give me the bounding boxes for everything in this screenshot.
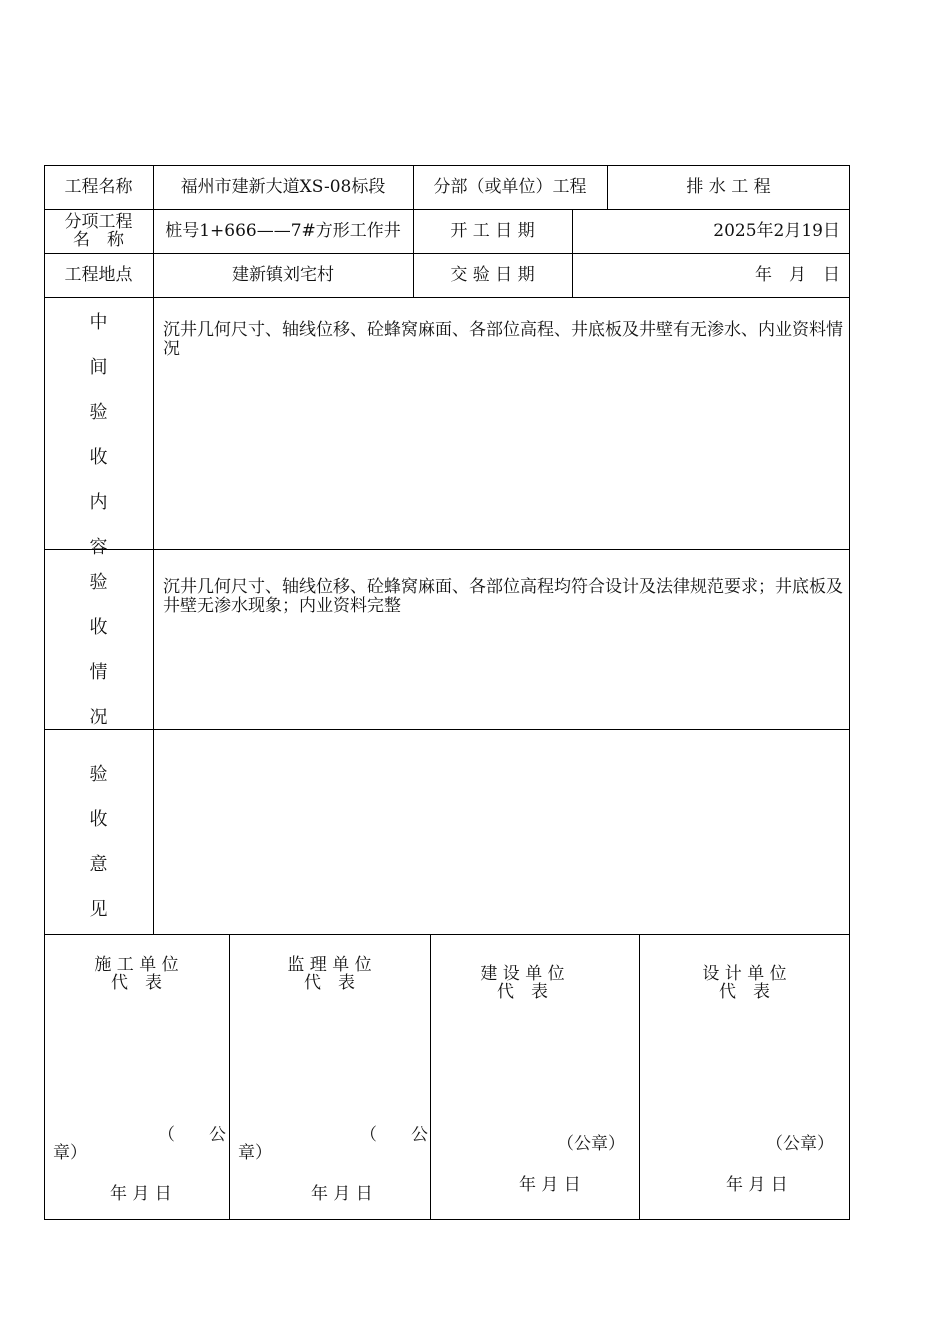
location-value: 建新镇刘宅村 [232,265,334,285]
label-char: 收 [89,809,108,830]
owner-unit-title [430,965,615,1001]
subitem-label-line2: 名 称 [73,230,124,250]
supervision-seal-part2: 章） [238,1143,272,1163]
owner-unit-line1: 建 设 单 位 [480,964,565,984]
start-date-label: 开 工 日 期 [450,221,535,241]
inspection-opinion-label [44,760,153,921]
label-char: 内 [89,492,108,513]
inspection-result-label [44,568,153,729]
label-char: 间 [89,357,108,378]
supervision-seal-part1: （ 公 [360,1125,428,1145]
division-label: 分部（或单位）工程 [433,177,587,197]
supervision-unit-line2: 代 表 [304,973,355,993]
label-char: 情 [89,662,108,683]
supervision-date: 年 月 日 [311,1184,373,1204]
construction-date: 年 月 日 [110,1184,172,1204]
owner-seal: （公章） [557,1134,625,1154]
inspection-opinion-text[interactable] [163,745,843,915]
project-name-label: 工程名称 [64,177,133,197]
project-name-value: 福州市建新大道XS-08标段 [180,177,386,197]
location-label: 工程地点 [64,265,133,285]
label-char: 见 [89,899,108,920]
supervision-unit-title [229,956,430,992]
owner-date: 年 月 日 [519,1175,581,1195]
label-char: 收 [89,617,108,638]
supervision-unit-line1: 监 理 单 位 [287,955,372,975]
inspection-content-text: 沉井几何尺寸、轴线位移、砼蜂窝麻面、各部位高程、井底板及井壁有无渗水、内业资料情况 [163,320,843,359]
construction-seal-part1: （ 公 [158,1125,226,1145]
label-char: 中 [89,312,108,333]
owner-unit-line2: 代 表 [497,982,548,1002]
design-date: 年 月 日 [726,1175,788,1195]
row-divider [44,297,850,298]
construction-unit-line1: 施 工 单 位 [94,955,179,975]
division-value: 排 水 工 程 [686,177,771,197]
design-unit-line1: 设 计 单 位 [702,964,787,984]
label-char: 容 [89,537,108,558]
subitem-label-line1: 分项工程 [64,212,133,232]
label-char: 意 [89,854,108,875]
inspection-content-label [44,308,153,559]
row-divider [44,934,850,935]
label-char: 况 [89,707,108,728]
row-divider [44,549,850,550]
inspection-result-text: 沉井几何尺寸、轴线位移、砼蜂窝麻面、各部位高程均符合设计及法律规范要求；井底板及井壁无渗水现象；内业资料完整 [163,577,843,616]
construction-seal-part2: 章） [53,1143,87,1163]
label-char: 收 [89,447,108,468]
label-char: 验 [89,764,108,785]
handover-date-value: 年 月 日 [755,265,840,285]
design-unit-title [639,965,850,1001]
design-seal: （公章） [766,1134,834,1154]
label-char: 验 [89,572,108,593]
start-date-value: 2025年2月19日 [713,221,840,241]
subitem-value: 桩号1+666——7#方形工作井 [165,221,401,241]
label-char: 验 [89,402,108,423]
design-unit-line2: 代 表 [719,982,770,1002]
construction-unit-title [44,956,229,992]
handover-date-label: 交 验 日 期 [450,265,535,285]
construction-unit-line2: 代 表 [111,973,162,993]
subitem-label [44,209,153,253]
row-divider [44,729,850,730]
